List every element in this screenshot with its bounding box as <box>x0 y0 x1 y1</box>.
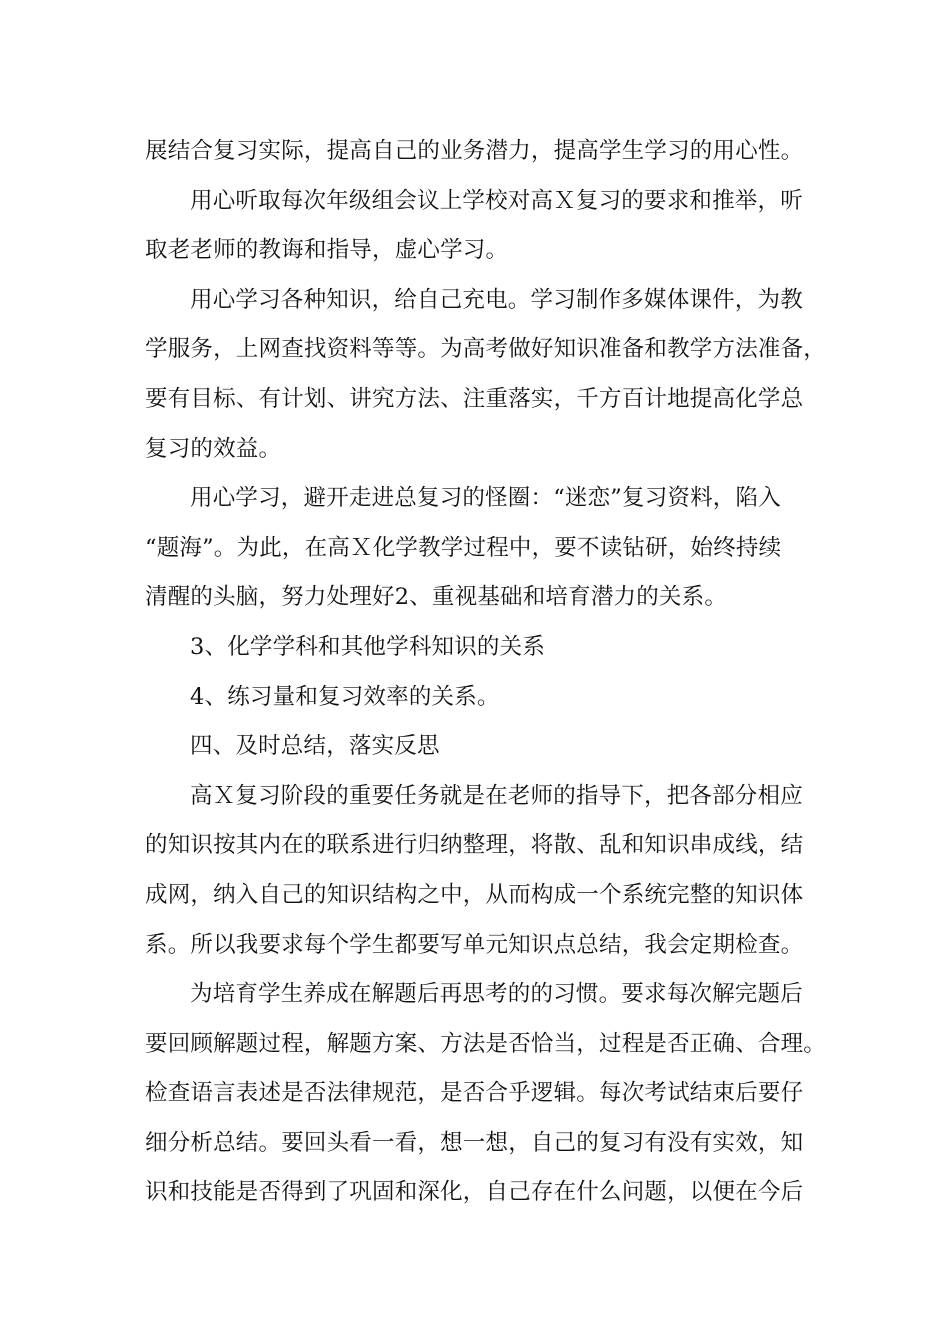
text-line: 为培育学生养成在解题后再思考的的习惯。要求每次解完题后 <box>190 981 803 1008</box>
text-line: 检查语言表述是否法律规范，是否合乎逻辑。每次考试结束后要仔 <box>145 1080 804 1107</box>
text-line: 清醒的头脑，努力处理好2、重视基础和培育潜力的关系。 <box>145 584 728 611</box>
text-line: 要有目标、有计划、讲究方法、注重落实，千方百计地提高化学总 <box>145 385 804 412</box>
text-line: 系。所以我要求每个学生都要写单元知识点总结，我会定期检查。 <box>145 931 804 958</box>
text-line: 取老老师的教诲和指导，虚心学习。 <box>145 237 509 264</box>
text-line: 复习的效益。 <box>145 435 282 462</box>
text-line: 3、化学学科和其他学科知识的关系 <box>190 633 546 660</box>
text-line: 用心学习各种知识，给自己充电。学习制作多媒体课件，为教 <box>190 286 803 313</box>
text-line: 展结合复习实际，提高自己的业务潜力，提高学生学习的用心性。 <box>145 138 804 164</box>
text-line: 用心听取每次年级组会议上学校对高Ｘ复习的要求和推举，听 <box>190 187 803 214</box>
text-line: 识和技能是否得到了巩固和深化，自己存在什么问题，以便在今后 <box>145 1179 804 1206</box>
text-line: 细分析总结。要回头看一看，想一想，自己的复习有没有实效，知 <box>145 1129 804 1156</box>
text-line: 学服务，上网查找资料等等。为高考做好知识准备和教学方法准备， <box>145 336 827 363</box>
text-line: 用心学习，避开走进总复习的怪圈：“迷恋”复习资料，陷入 <box>190 485 781 512</box>
text-line: 高Ｘ复习阶段的重要任务就是在老师的指导下，把各部分相应 <box>190 782 803 809</box>
text-line: 成网，纳入自己的知识结构之中，从而构成一个系统完整的知识体 <box>145 881 804 908</box>
section-heading: 四、及时总结，落实反思 <box>190 733 440 760</box>
text-line: “题海”。为此，在高Ｘ化学教学过程中，要不读钻研，始终持续 <box>145 534 782 561</box>
text-line: 要回顾解题过程，解题方案、方法是否恰当，过程是否正确、合理。 <box>145 1030 827 1057</box>
document-body <box>145 130 835 1221</box>
text-line: 4、练习量和复习效率的关系。 <box>190 683 500 710</box>
text-line: 的知识按其内在的联系进行归纳整理，将散、乱和知识串成线，结 <box>145 832 804 859</box>
